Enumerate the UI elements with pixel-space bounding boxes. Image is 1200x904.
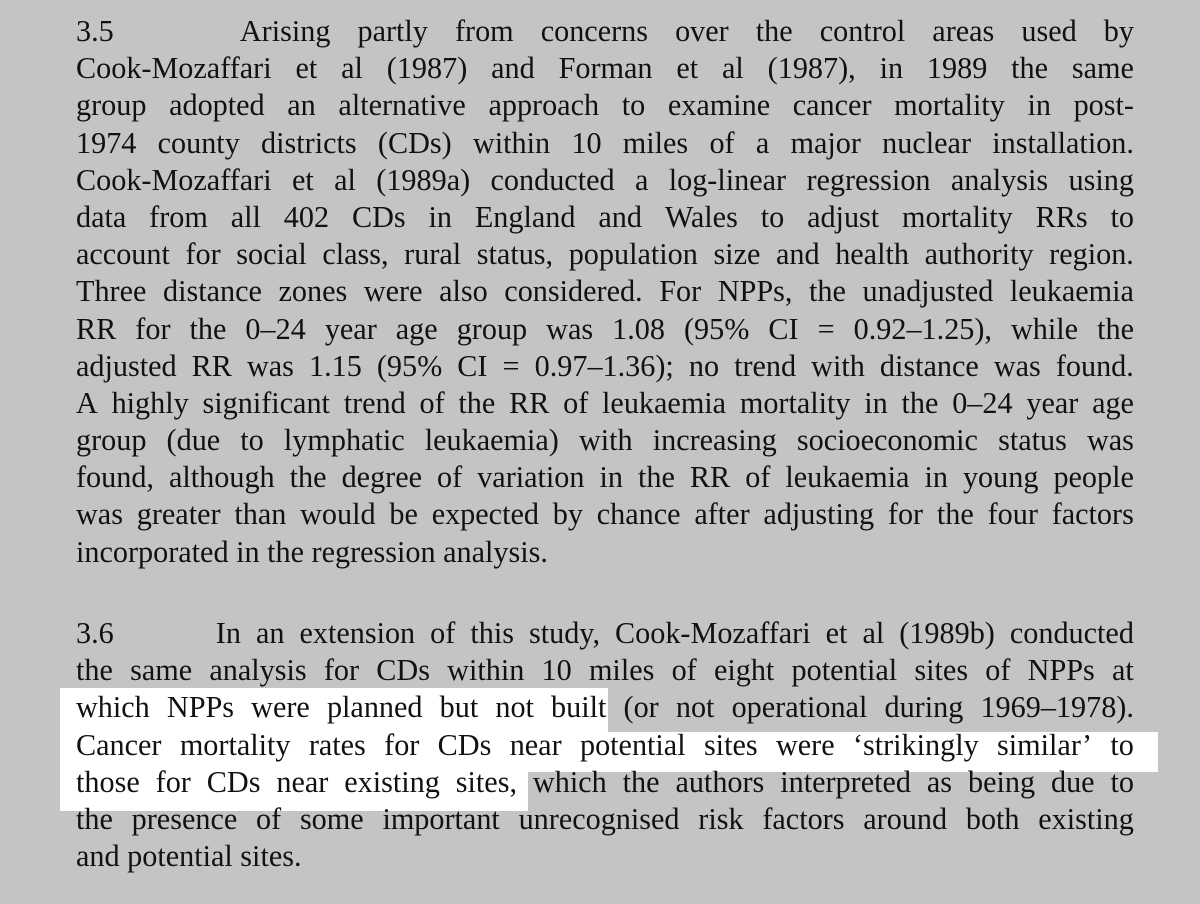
word: A [76,385,98,420]
word: those [76,764,140,799]
word: year [1026,385,1079,420]
word: the [901,385,939,420]
text-line [76,838,1134,875]
word: was [246,348,294,383]
word: leukaemia [785,460,910,495]
word: mortality [902,199,1013,234]
word: lymphatic [283,423,405,458]
word: = [817,311,835,346]
word: authors [675,764,765,799]
word: and [598,199,642,234]
word: al [334,162,356,197]
word: the [76,801,113,836]
word: zones [278,274,348,309]
word: 1.15 [308,348,362,383]
word: adjust [807,199,880,234]
text-line [76,422,1134,459]
word: a [634,162,649,197]
text-line [76,87,1134,124]
word: but [439,690,479,725]
text-line [76,199,1134,236]
word: existing [344,764,440,799]
word: RR [689,460,731,495]
word: an [287,88,316,123]
word: distance [879,348,979,383]
word: adjusted [76,348,177,383]
word: approach [488,88,600,123]
word: Arising [239,14,331,48]
word: sites [914,653,969,688]
word: trend [343,385,406,420]
word: the [638,460,675,495]
word: (due [166,423,221,458]
word: factors [762,801,845,836]
word: 10 [541,653,572,688]
word: within [447,653,525,688]
word: in [1027,88,1051,123]
word: in [864,385,888,420]
word: chance [596,497,681,532]
word: miles [588,653,655,688]
word: in [924,460,948,495]
word: the [76,653,113,688]
text-line [76,534,1134,571]
word: RR [191,348,232,383]
paragraph-3-5 [76,13,1134,571]
word: within [472,125,551,160]
word: an [255,616,285,650]
word: group [76,423,147,458]
word: this [470,616,514,650]
word: Three [76,274,147,309]
word: for [135,311,171,346]
word: the [189,311,227,346]
word: 0–24 [952,385,1013,420]
word: than [234,497,287,532]
word: the [1097,311,1134,346]
word: ‘strikingly [852,727,979,762]
word: examine [667,88,771,123]
word: greater [136,497,221,532]
text-line [76,385,1134,422]
word: mortality [894,88,1005,123]
word: socioeconomic [796,423,978,458]
word: the [289,460,327,495]
word: nuclear [882,125,971,160]
word: was [993,348,1041,383]
word: of [437,460,463,495]
word: (1987), [767,51,856,86]
word: et [295,51,318,86]
word: regression [806,162,931,197]
word: major [790,125,861,160]
word: rural [404,237,462,272]
word: the [622,764,660,799]
word: of [709,125,735,160]
word: also [439,274,488,309]
word: by [1103,14,1134,48]
word: which [532,764,607,799]
word: concerns [540,14,648,48]
word: potential [579,727,686,762]
word: et [825,616,848,650]
word: 402 [283,199,330,234]
word: important [382,801,500,836]
text-line [76,348,1134,385]
word: in [599,460,623,495]
word: and [775,237,820,272]
word: to [1110,727,1134,762]
word: age [1092,385,1134,420]
word: CI [457,348,488,383]
word: NPPs, [717,274,793,309]
word: built [551,690,607,725]
word: expected [431,497,539,532]
text-line [76,162,1134,199]
word: same [130,653,193,688]
word: from [149,199,208,234]
word: (95% [376,348,443,383]
text-line [76,125,1134,162]
word: 1.08 [612,311,665,346]
word: people [1053,460,1134,495]
word: region. [1049,237,1134,272]
word: although [169,460,275,495]
word: and [491,51,535,86]
word: log-linear [668,162,787,197]
word: NPPs [1027,653,1095,688]
word: to [1110,199,1134,234]
text-line [76,727,1134,764]
word: at [1112,653,1134,688]
word: In [215,616,241,650]
text-line [76,273,1134,310]
word: Cook-Mozaffari [76,51,272,86]
word: 1974 [76,125,137,160]
line-text: incorporated in the regression analysis. [76,534,548,569]
word: mortality [739,385,851,420]
word: et [291,162,314,197]
word: while [1011,311,1079,346]
word: leukaemia [602,385,727,420]
paragraph-number: 3.6 [76,616,114,650]
word: not [675,690,715,725]
word: CDs [437,727,492,762]
word: for [384,727,420,762]
word: during [884,690,964,725]
word: RR [76,311,117,346]
word: age [395,311,438,346]
word: eight [713,653,775,688]
word: both [965,801,1020,836]
word: of [430,616,456,650]
word: = [502,348,520,383]
word: extension [299,616,416,650]
word: CDs [351,199,406,234]
word: all [230,199,261,234]
word: areas [932,14,995,48]
word: rates [308,727,366,762]
word: 0.97–1.36); [534,348,674,383]
word: distance [162,274,262,309]
word: 0.92–1.25), [853,311,992,346]
word: NPPs [166,690,235,725]
text-line [76,764,1134,801]
word: risk [698,801,744,836]
word: installation. [992,125,1134,160]
word: CI [768,311,799,346]
word: operational [731,690,868,725]
word: RRs [1035,199,1088,234]
word: population [568,237,698,272]
word: variation [477,460,585,495]
word: 10 [571,125,602,160]
word: the [458,385,496,420]
word: no [688,348,720,383]
word: the [1011,51,1049,86]
word: which [76,690,150,725]
word: to [240,423,264,458]
word: being [967,764,1036,799]
word: post- [1073,88,1134,123]
number-spacer [129,615,201,652]
word: status, [476,237,554,272]
word: CDs [206,764,261,799]
word: sites [703,727,758,762]
word: districts [261,125,357,160]
word: Wales [664,199,738,234]
word: status [998,423,1067,458]
word: was [546,311,594,346]
word: of [671,653,697,688]
word: For [659,274,702,309]
word: England [474,199,576,234]
word: as [926,764,953,799]
word: adopted [169,88,265,123]
word: near [509,727,562,762]
word: data [76,199,127,234]
word: partly [357,14,428,48]
word: be [389,497,418,532]
word: of [745,460,771,495]
word: mortality [179,727,291,762]
word: highly [111,385,189,420]
word: were [251,690,310,725]
word: conducted [1009,616,1134,650]
word: unrecognised [518,801,680,836]
word: alternative [338,88,466,123]
word: study, [528,616,600,650]
word: trend [734,348,797,383]
word: county [157,125,240,160]
word: group [76,88,147,123]
word: in [879,51,904,86]
word: sites, [455,764,517,799]
word: Cook-Mozaffari [615,616,811,650]
word: control [819,14,906,48]
word: planned [326,690,423,725]
word: cancer [792,88,872,123]
word: al [862,616,885,650]
word: degree [341,460,423,495]
text-line [76,496,1134,533]
word: 0–24 [245,311,306,346]
word: with [578,423,633,458]
word: some [299,801,364,836]
word: due [1050,764,1095,799]
word: unadjusted [862,274,994,309]
word: analysis [950,162,1049,197]
word: a [755,125,770,160]
word: size [713,237,761,272]
word: four [987,497,1038,532]
number-spacer [141,13,213,50]
word: for [185,237,221,272]
word: used [1021,14,1077,48]
word: not [495,690,534,725]
word: of [419,385,445,420]
text-line [76,236,1134,273]
text-line [76,689,1134,726]
word: 1969–1978). [980,690,1134,725]
paragraph-3-6 [76,615,1134,875]
word: conducted [490,162,615,197]
word: analysis [209,653,307,688]
text-line [76,50,1134,87]
word: (1989a) [376,162,471,197]
word: factors [1051,497,1134,532]
word: with [811,348,865,383]
word: young [962,460,1039,495]
text-line [76,13,1134,50]
word: 1989 [926,51,988,86]
text-line [76,652,1134,689]
word: increasing [652,423,777,458]
word: al [341,51,363,86]
word: significant [202,385,330,420]
word: interpreted [780,764,911,799]
word: of [563,385,589,420]
word: al [722,51,744,86]
word: (or [623,690,659,725]
word: social [236,237,307,272]
word: the [809,274,846,309]
word: Forman [558,51,653,86]
word: account [76,237,170,272]
text-line [76,311,1134,348]
word: found. [1055,348,1134,383]
word: group [456,311,528,346]
word: (CDs) [377,125,452,160]
word: adjusting [763,497,875,532]
word: leukaemia) [424,423,559,458]
word: for [155,764,191,799]
word: of [256,801,282,836]
word: using [1068,162,1134,197]
word: for [887,497,924,532]
word: et [676,51,699,86]
word: to [1110,764,1134,799]
paragraph-number: 3.5 [76,14,114,48]
word: the [755,14,793,48]
word: CDs [376,653,430,688]
word: from [454,14,514,48]
word: for [323,653,360,688]
text-line [76,615,1134,652]
word: by [552,497,583,532]
word: (1989b) [899,616,995,650]
word: the [936,497,974,532]
word: potential [791,653,898,688]
text-line [76,459,1134,496]
word: RR [509,385,550,420]
word: year [324,311,377,346]
word: around [863,801,948,836]
word: Cook-Mozaffari [76,162,272,197]
word: over [675,14,729,48]
word: were [775,727,835,762]
word: found, [76,460,154,495]
word: (1987) [386,51,468,86]
word: class, [322,237,389,272]
word: considered. [504,274,643,309]
word: after [694,497,750,532]
word: same [1071,51,1134,86]
word: Cancer [76,727,162,762]
word: presence [131,801,238,836]
word: near [276,764,329,799]
word: would [300,497,376,532]
word: existing [1038,801,1134,836]
word: leukaemia [1009,274,1134,309]
word: (95% [683,311,750,346]
word: to [621,88,646,123]
word: health [835,237,909,272]
word: were [363,274,423,309]
word: to [760,199,785,234]
word: similar’ [997,727,1093,762]
word: of [985,653,1011,688]
text-line [76,801,1134,838]
word: in [428,199,452,234]
word: miles [622,125,689,160]
word: authority [924,237,1034,272]
word: was [1086,423,1134,458]
line-text: and potential sites. [76,839,302,874]
word: was [76,497,123,532]
